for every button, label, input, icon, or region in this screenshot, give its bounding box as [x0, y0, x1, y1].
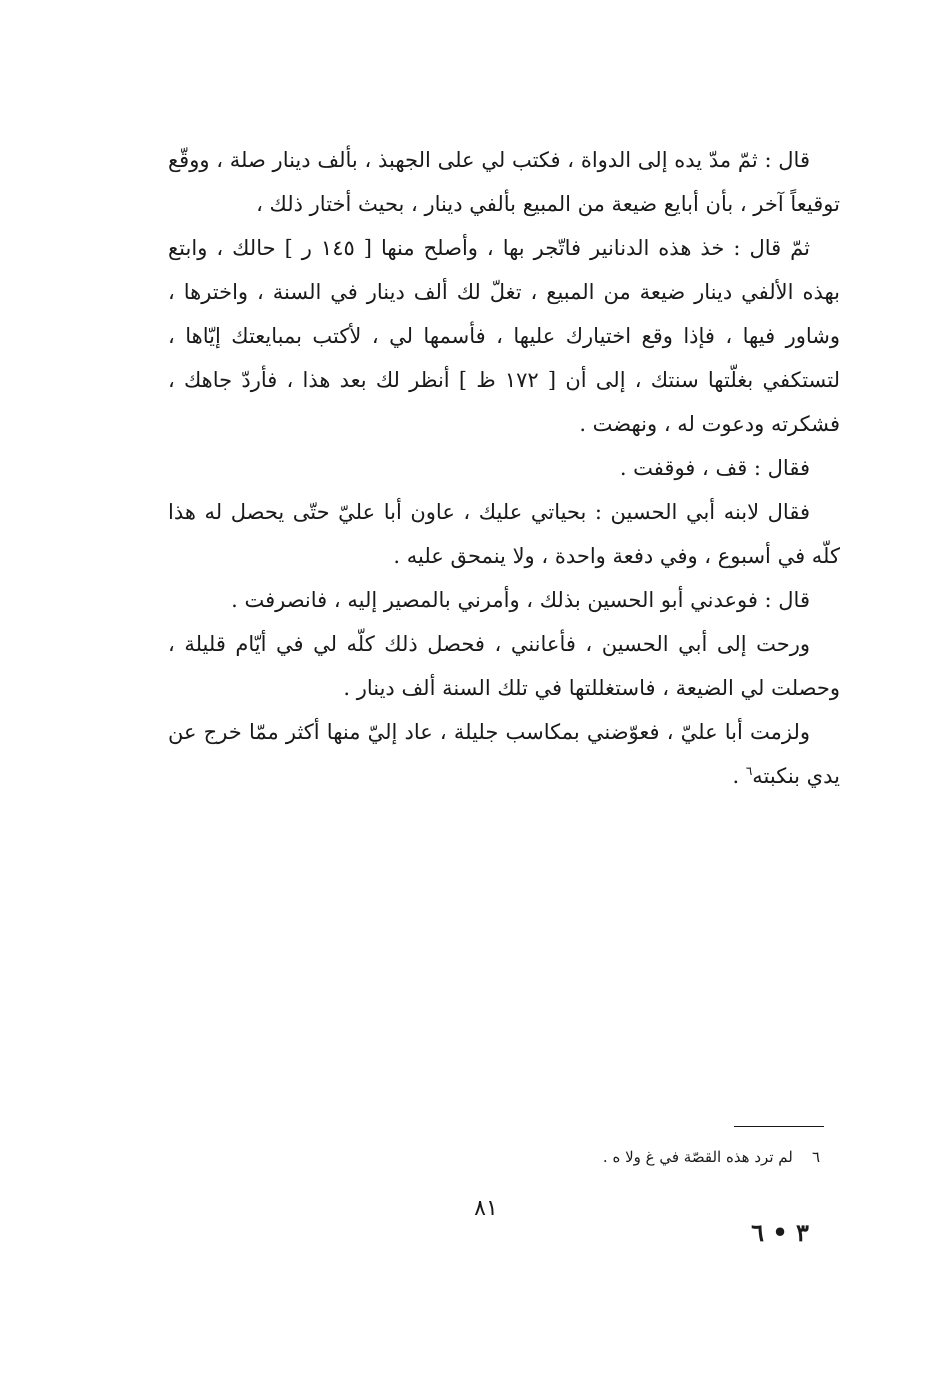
footnote-number: ٦ [811, 1148, 820, 1166]
footnote-reference: ٦ [745, 764, 753, 778]
paragraph-2: ثمّ قال : خذ هذه الدنانير فاتّجر بها ، وأصلح منها [ ١٤٥ ر ] حالك ، وابتع بهذه الألفي دينار ضيعة من المبيع ، تغلّ لك ألف دينار في السنة ، واخترها ، وشاور فيها ، فإذا وقع اختيارك عليها ، فأسمها لي ، لأكتب بمبايعتك إيّاها ، لتستكفي بغلّتها سنتك ، إلى أن [ ١٧٢ ظ ] أنظر لك بعد هذا ، فأردّ جاهك ، فشكرته ودعوت له ، ونهضت . [168, 236, 840, 436]
paragraph-4: فقال لابنه أبي الحسين : بحياتي عليك ، عاون أبا عليّ حتّى يحصل له هذا كلّه في أسبوع ، وفي دفعة واحدة ، ولا ينمحق عليه . [168, 500, 840, 568]
paragraph-3: فقال : قف ، فوقفت . [619, 456, 810, 480]
signature-mark: ٣ • ٦ [751, 1218, 809, 1247]
page-number: ٨١ [474, 1196, 498, 1221]
footnote [603, 1146, 820, 1168]
main-text [168, 138, 840, 798]
paragraph-7 [168, 710, 840, 798]
paragraph-6: ورحت إلى أبي الحسين ، فأعانني ، فحصل ذلك كلّه لي في أيّام قليلة ، وحصلت لي الضيعة ، فاستغللتها في تلك السنة ألف دينار . [168, 632, 840, 700]
paragraph-1: قال : ثمّ مدّ يده إلى الدواة ، فكتب لي على الجهبذ ، بألف دينار صلة ، ووقّع توقيعاً آخر ، بأن أبايع ضيعة من المبيع بألفي دينار ، بحيث أختار ذلك ، [168, 148, 840, 216]
footnote-text: لم ترد هذه القصّة في غ ولا ه . [602, 1148, 793, 1166]
footnote-divider [734, 1126, 824, 1127]
paragraph-5: قال : فوعدني أبو الحسين بذلك ، وأمرني بالمصير إليه ، فانصرفت . [231, 588, 810, 612]
paragraph-7-tail: . [732, 764, 746, 788]
paragraph-7-text: ولزمت أبا عليّ ، فعوّضني بمكاسب جليلة ، عاد إليّ منها أكثر ممّا خرج عن يدي بنكبته [168, 720, 840, 788]
